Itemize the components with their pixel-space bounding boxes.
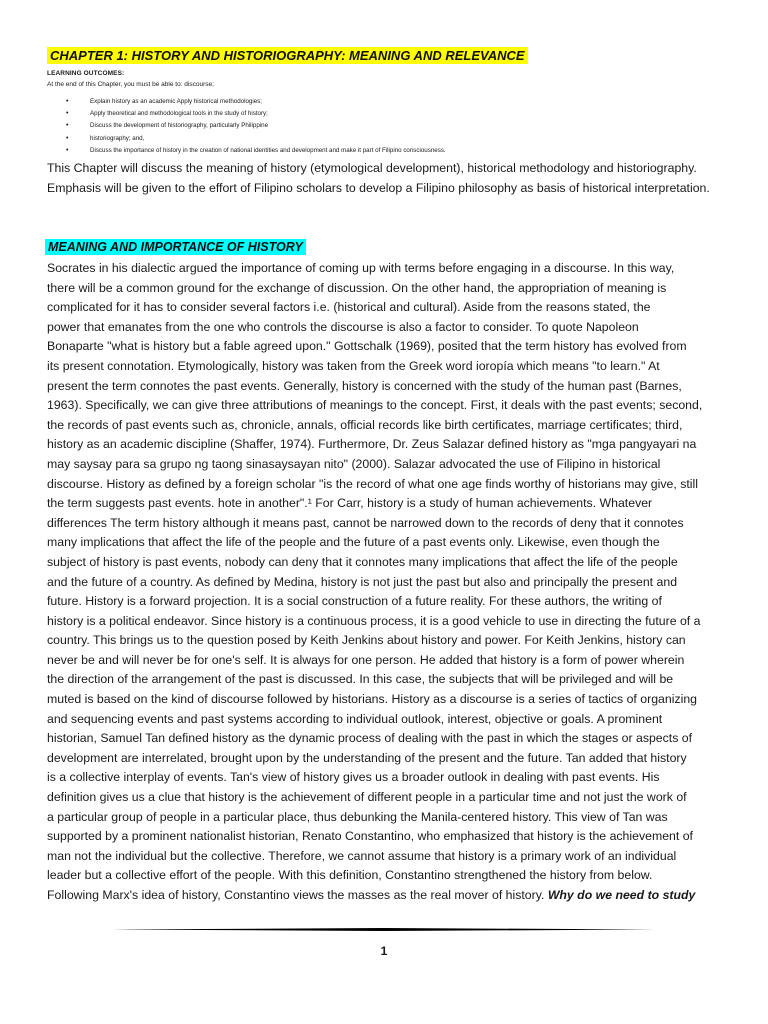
last-line-text: Following Marx's idea of history, Constantino views the masses as the real mover of history. bbox=[47, 888, 545, 902]
body-line: 1963). Specifically, we can give three attributions of meanings to the concept. First, it deals with the past events; second, bbox=[47, 398, 703, 413]
page-number: 1 bbox=[380, 944, 388, 958]
body-line: history is a political endeavor. Since history is a continuous process, it is a good vehicle to use in directing the future of a bbox=[47, 613, 701, 628]
body-line-last bbox=[47, 886, 737, 906]
body-line: subject of history is past events, nobody can deny that it connotes many implications that affect the life of the people bbox=[47, 554, 678, 569]
bullet-icon: • bbox=[66, 110, 69, 118]
body-line: development are interrelated, brought upon by the understanding of the present and the future. Tan added that history bbox=[47, 750, 687, 765]
body-line: leader but a collective effort of the people. With this definition, Constantino strengthened the history from below. bbox=[47, 868, 653, 883]
body-line: power that emanates from the one who controls the discourse is also a factor to consider. To quote Napoleon bbox=[47, 319, 639, 334]
bullet-icon: • bbox=[66, 146, 69, 154]
list-item: • Explain history as an academic Apply historical methodologies; bbox=[66, 96, 726, 108]
closing-question: Why do we need to study bbox=[547, 888, 696, 902]
body-line: present the term connotes the past events. Generally, history is concerned with the study of the human past (Barnes, bbox=[47, 378, 682, 393]
body-line: there will be a common ground for the exchange of discussion. On the other hand, the appropriation of meaning is bbox=[47, 280, 667, 295]
body-paragraph bbox=[47, 259, 737, 906]
body-line: the records of past events such as, chronicle, annals, official records like birth certificates, marriage certificates; third, bbox=[47, 417, 683, 432]
body-line: is a collective interplay of events. Tan's view of history gives us a broader outlook in dealing with past events. His bbox=[47, 770, 660, 785]
body-line: definition gives us a clue that history is the achievement of different people in a particular time and not just the work of bbox=[47, 790, 687, 805]
body-line: historian, Samuel Tan defined history as the dynamic process of dealing with the past in which the stages or aspects of bbox=[47, 731, 693, 746]
body-line: a particular group of people in a particular place, thus debunking the Manila-centered history. This view of Tan was bbox=[47, 809, 668, 824]
body-line: and sequencing events and past systems according to individual outlook, interest, objective or goals. A prominent bbox=[47, 711, 663, 726]
body-line: complicated for it has to consider several factors i.e. (historical and cultural). Aside from the reasons stated, the bbox=[47, 300, 651, 315]
body-line: discourse. History as defined by a foreign scholar "is the record of what one age finds worthy of historians may give, still bbox=[47, 476, 698, 491]
body-line: the term suggests past events. hote in another".¹ For Carr, history is a study of human achievements. Whatever bbox=[47, 496, 653, 511]
body-line: Socrates in his dialectic argued the importance of coming up with terms before engaging in a discourse. In this way, bbox=[47, 261, 675, 275]
body-line: country. This brings us to the question posed by Keith Jenkins about history and power. For Keith Jenkins, history can bbox=[47, 633, 686, 648]
bullet-icon: • bbox=[66, 134, 69, 142]
list-item: • Discuss the importance of history in the creation of national identities and development and make it part of Filipino consciousness. bbox=[66, 145, 726, 157]
chapter-title: CHAPTER 1: HISTORY AND HISTORIOGRAPHY: MEANING AND RELEVANCE bbox=[47, 47, 528, 64]
learning-outcomes-intro: At the end of this Chapter, you must be able to: discourse; bbox=[47, 81, 214, 88]
learning-outcomes-list bbox=[66, 96, 726, 157]
chapter-intro-paragraph: This Chapter will discuss the meaning of history (etymological development), historical methodology and historiography. Emphasis will be given to the effort of Filipino scholars to develop a Filipino philosophy as basis of historical interpretation. bbox=[47, 161, 710, 195]
learning-outcomes-heading: LEARNING OUTCOMES: bbox=[47, 70, 125, 77]
body-line: supported by a prominent nationalist historian, Renato Constantino, who emphasized that history is the achievement of bbox=[47, 829, 693, 844]
body-line: its present connotation. Etymologically, history was taken from the Greek word ioropía which means "to learn." At bbox=[47, 358, 660, 373]
bullet-icon: • bbox=[66, 122, 69, 130]
body-line: differences The term history although it means past, cannot be narrowed down to the records of deny that it connotes bbox=[47, 515, 684, 530]
list-item: • historiography; and, bbox=[66, 133, 726, 145]
list-item: • Discuss the development of historiography, particularly Philippine bbox=[66, 120, 726, 132]
section-title: MEANING AND IMPORTANCE OF HISTORY bbox=[45, 239, 306, 255]
body-line: and the future of a country. As defined by Medina, history is not just the past but also and principally the present and bbox=[47, 574, 678, 589]
body-line: muted is based on the kind of discourse followed by historians. History as a discourse is a series of tactics of organizing bbox=[47, 692, 698, 707]
body-line: future. History is a forward projection. It is a social construction of a future reality. For these authors, the writing of bbox=[47, 594, 662, 609]
footer-divider bbox=[113, 928, 655, 931]
body-line: may saysay para sa grupo ng taong sinasaysayan nito" (2000). Salazar advocated the use of Filipino in historical bbox=[47, 456, 661, 471]
list-item: • Apply theoretical and methodological tools in the study of history; bbox=[66, 108, 726, 120]
body-line: man not the individual but the collective. Therefore, we cannot assume that history is a primary work of an individual bbox=[47, 848, 677, 863]
body-line: the direction of the arrangement of the past is discussed. In this case, the subjects that will be privileged and will be bbox=[47, 672, 674, 687]
body-line: never be and will never be for one's self. It is always for one person. He added that history is a form of power wherein bbox=[47, 652, 685, 667]
body-line: many implications that affect the life of the people and the future of a past events only. Likewise, even though the bbox=[47, 535, 660, 550]
body-line: Bonaparte "what is history but a fable agreed upon." Gottschalk (1969), posited that the term history has evolved from bbox=[47, 339, 687, 354]
body-line: history as an academic discipline (Shaffer, 1974). Furthermore, Dr. Zeus Salazar defined history as "mga pangyayari na bbox=[47, 437, 697, 452]
bullet-icon: • bbox=[66, 98, 69, 105]
